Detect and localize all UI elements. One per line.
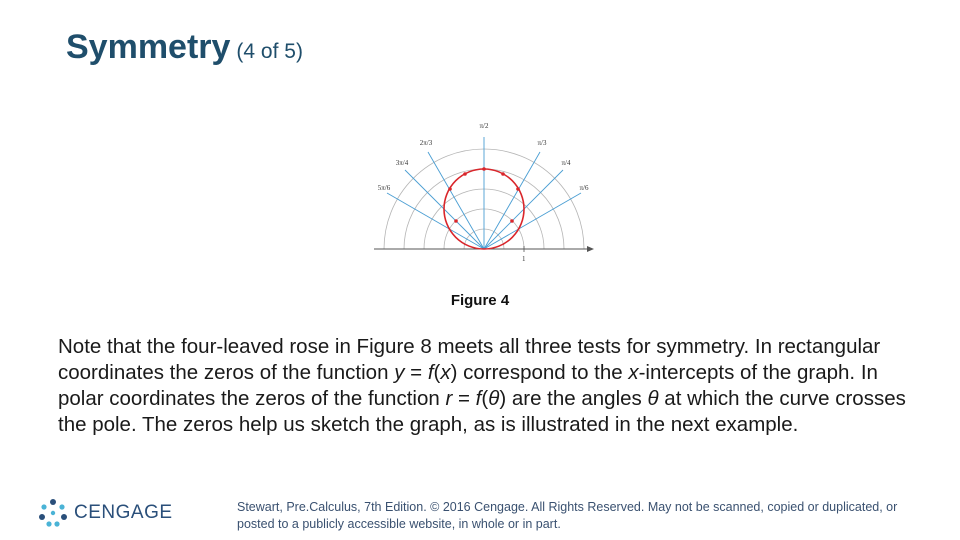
math-var: θ: [647, 387, 659, 410]
curve-point: [448, 187, 452, 191]
ray-5pi-6: [387, 193, 484, 249]
polar-rays: [387, 137, 581, 249]
angle-label: π/4: [561, 159, 571, 167]
text-run: ): [450, 361, 458, 384]
curve-point: [516, 187, 520, 191]
math-var: y: [394, 361, 405, 384]
text-run: (: [433, 361, 441, 384]
ray-pi-6: [484, 193, 581, 249]
slide-title: [66, 28, 303, 67]
curve-point: [482, 167, 486, 171]
curve-point: [463, 172, 467, 176]
axis-arrow-icon: [587, 246, 594, 252]
angle-label: 2π/3: [419, 139, 433, 147]
polar-graph: [372, 117, 596, 269]
math-var: x: [440, 361, 451, 384]
math-var: r: [445, 387, 453, 410]
text-run: (: [481, 387, 489, 410]
text-run: -intercepts of the graph. In polar coordinates the zeros of the function: [58, 361, 878, 410]
title-subtitle: (4 of 5): [236, 40, 303, 63]
angle-label: π/2: [479, 122, 489, 130]
logo-text: CENGAGE: [74, 502, 173, 523]
math-var: f: [427, 361, 434, 384]
text-run: at which the curve crosses the pole. The zeros help us sketch the graph, as is illustrated in the next example.: [58, 387, 906, 436]
text-run: =: [404, 361, 428, 384]
cengage-logo-icon: [38, 498, 68, 528]
copyright-notice: Stewart, Pre.Calculus, 7th Edition. © 2016 Cengage. All Rights Reserved. May not be scanned, copied or duplicated, or posted to a publicly accessible website, in whole or in part.: [237, 500, 898, 531]
axis-tick-label: 1: [522, 255, 526, 263]
body-paragraph: [58, 334, 908, 438]
polar-graph-figure: [372, 117, 596, 269]
angle-label: 3π/4: [395, 159, 409, 167]
ray-2pi-3: [428, 152, 484, 249]
text-run: Note that the four-leaved rose in Figure 8 meets all three tests for symmetry. In rectangular coordinates the zeros of the function: [58, 335, 881, 384]
math-var: f: [475, 387, 482, 410]
cengage-logo: [38, 498, 173, 528]
math-var: x: [628, 361, 639, 384]
angle-label: π/3: [537, 139, 547, 147]
curve-point: [501, 172, 505, 176]
figure-caption: Figure 4: [450, 292, 510, 309]
math-var: θ: [488, 387, 500, 410]
text-run: =: [452, 387, 476, 410]
text-run: correspond to the: [457, 361, 629, 384]
angle-label: π/6: [579, 184, 589, 192]
text-run: are the angles: [506, 387, 648, 410]
angle-label: 5π/6: [377, 184, 391, 192]
curve-point: [454, 219, 458, 223]
title-main: Symmetry: [66, 28, 231, 66]
text-run: ): [499, 387, 507, 410]
curve-point: [510, 219, 514, 223]
ray-pi-3: [484, 152, 540, 249]
